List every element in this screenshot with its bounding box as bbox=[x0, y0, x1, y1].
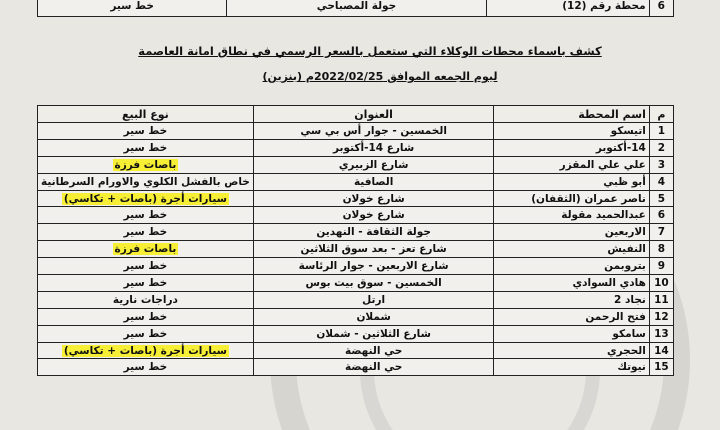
station-name: اتيسكو bbox=[494, 123, 649, 140]
highlighted-sale-type: سيارات أجرة (باصات + تكاسي) bbox=[63, 344, 227, 357]
row-number: 15 bbox=[649, 359, 673, 376]
sale-type: خط سير bbox=[38, 0, 227, 17]
sale-type: خط سير bbox=[38, 258, 254, 275]
station-name: هادي السوادي bbox=[494, 275, 649, 292]
sale-type-cell bbox=[38, 156, 254, 173]
sale-type: خط سير bbox=[38, 139, 254, 156]
previous-table-fragment bbox=[37, 0, 674, 17]
table-row bbox=[38, 308, 674, 325]
sale-type: خاص بالفشل الكلوي والاورام السرطانية bbox=[38, 173, 254, 190]
sale-type: خط سير bbox=[38, 308, 254, 325]
station-address: الخمسين - سوق بيت بوس bbox=[253, 275, 494, 292]
station-address: شارع 14-أكتوبر bbox=[253, 139, 494, 156]
table-row bbox=[38, 325, 674, 342]
row-number: 9 bbox=[649, 258, 673, 275]
table-row bbox=[38, 258, 674, 275]
sale-type: خط سير bbox=[38, 123, 254, 140]
sale-type: خط سير bbox=[38, 275, 254, 292]
row-number: 10 bbox=[649, 275, 673, 292]
station-name: فتح الرحمن bbox=[494, 308, 649, 325]
row-number: 2 bbox=[649, 139, 673, 156]
highlighted-sale-type: باصات فرزة bbox=[114, 243, 177, 256]
station-name: بتروبمن bbox=[494, 258, 649, 275]
station-address: جولة الثقافة - النهدين bbox=[253, 224, 494, 241]
row-number: 11 bbox=[649, 291, 673, 308]
table-row bbox=[38, 207, 674, 224]
row-number: 4 bbox=[649, 173, 673, 190]
table-row bbox=[38, 156, 674, 173]
row-number: 6 bbox=[649, 207, 673, 224]
table-row bbox=[38, 342, 674, 359]
station-name: سامكو bbox=[494, 325, 649, 342]
highlighted-sale-type: باصات فرزة bbox=[114, 158, 177, 171]
document-subtitle: ليوم الجمعه الموافق 2022/02/25م (بنزين) bbox=[262, 70, 498, 83]
station-name: النفيش bbox=[494, 241, 649, 258]
station-address: الخمسين - جوار أس بي سي bbox=[253, 123, 494, 140]
sale-type: دراجات نارية bbox=[38, 291, 254, 308]
station-address: شارع الثلاثين - شملان bbox=[253, 325, 494, 342]
station-address: جولة المصباحي bbox=[227, 0, 486, 17]
station-address: شارع تعز - بعد سوق الثلاثين bbox=[253, 241, 494, 258]
document-title: كشف باسماء محطات الوكلاء التي ستعمل بالسعر الرسمي في نطاق امانة العاصمة bbox=[138, 44, 602, 58]
header-station: اسم المحطة bbox=[494, 106, 649, 123]
sale-type-cell bbox=[38, 241, 254, 258]
table-row bbox=[38, 291, 674, 308]
station-address: شملان bbox=[253, 308, 494, 325]
row-number: 14 bbox=[649, 342, 673, 359]
table-row bbox=[38, 190, 674, 207]
station-address: شارع خولان bbox=[253, 207, 494, 224]
station-name: عبدالحميد مقولة bbox=[494, 207, 649, 224]
station-name: الاربعين bbox=[494, 224, 649, 241]
header-type: نوع البيع bbox=[38, 106, 254, 123]
station-name: 14-أكتوبر bbox=[494, 139, 649, 156]
row-number: 5 bbox=[649, 190, 673, 207]
header-num: م bbox=[649, 106, 673, 123]
table-header-row bbox=[38, 106, 674, 123]
sale-type: خط سير bbox=[38, 207, 254, 224]
station-name: علي علي المقزر bbox=[494, 156, 649, 173]
stations-table bbox=[37, 105, 674, 376]
station-name: ناصر عمران (الثقفان) bbox=[494, 190, 649, 207]
table-row bbox=[38, 224, 674, 241]
row-number: 12 bbox=[649, 308, 673, 325]
station-name: نيوتك bbox=[494, 359, 649, 376]
row-number: 7 bbox=[649, 224, 673, 241]
table-row bbox=[38, 0, 674, 17]
sale-type: خط سير bbox=[38, 359, 254, 376]
row-number: 3 bbox=[649, 156, 673, 173]
station-name: الحجري bbox=[494, 342, 649, 359]
table-row bbox=[38, 123, 674, 140]
station-address: ارتل bbox=[253, 291, 494, 308]
table-row bbox=[38, 173, 674, 190]
sale-type-cell bbox=[38, 342, 254, 359]
station-name: نجاد 2 bbox=[494, 291, 649, 308]
sale-type: خط سير bbox=[38, 325, 254, 342]
station-address: شارع الزبيري bbox=[253, 156, 494, 173]
station-address: حي النهضة bbox=[253, 359, 494, 376]
sale-type-cell bbox=[38, 190, 254, 207]
row-number: 13 bbox=[649, 325, 673, 342]
header-address: العنوان bbox=[253, 106, 494, 123]
table-row bbox=[38, 139, 674, 156]
highlighted-sale-type: سيارات أجرة (باصات + تكاسي) bbox=[63, 192, 227, 205]
station-address: شارع خولان bbox=[253, 190, 494, 207]
table-row bbox=[38, 359, 674, 376]
row-number: 1 bbox=[649, 123, 673, 140]
station-address: الصافية bbox=[253, 173, 494, 190]
station-name: أبو ظبي bbox=[494, 173, 649, 190]
sale-type: خط سير bbox=[38, 224, 254, 241]
table-row bbox=[38, 275, 674, 292]
station-address: شارع الاربعين - جوار الرئاسة bbox=[253, 258, 494, 275]
table-row bbox=[38, 241, 674, 258]
row-number: 6 bbox=[649, 0, 673, 17]
station-name: محطة رقم (12) bbox=[486, 0, 649, 17]
station-address: حي النهضة bbox=[253, 342, 494, 359]
row-number: 8 bbox=[649, 241, 673, 258]
